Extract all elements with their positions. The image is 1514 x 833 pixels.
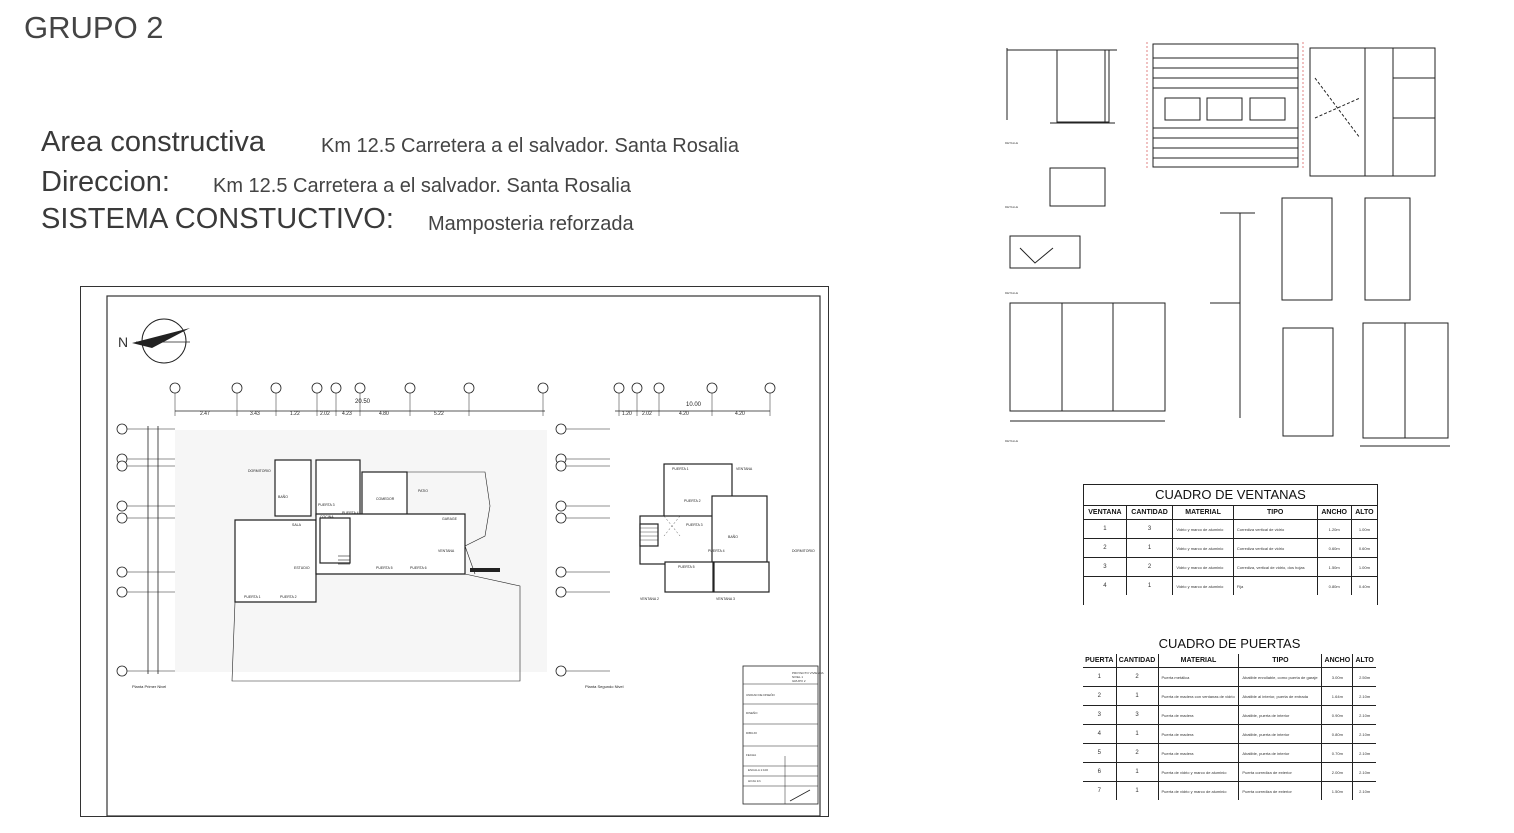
table-row (1084, 577, 1377, 596)
puertas-cell: 0.80m (1322, 725, 1353, 744)
puertas-cell: 1.64m (1322, 687, 1353, 706)
ventanas-cell: 1.20m (1317, 520, 1351, 539)
grid-bubble (556, 501, 566, 511)
puertas-cell: 2.10m (1353, 687, 1376, 706)
room-label: DORMITORIO (248, 469, 271, 473)
room-label: PUERTA 2 (280, 595, 297, 599)
north-letter: N (118, 334, 129, 350)
puertas-cell: Puerta metálica (1158, 668, 1239, 687)
grid-bubble (556, 567, 566, 577)
ventanas-cell: 1 (1126, 577, 1173, 596)
dimension-label: 1.22 (290, 411, 300, 417)
puertas-cell: Puerta de vidrio y marco de aluminio (1158, 782, 1239, 801)
sistema-label: SISTEMA CONSTUCTIVO: (41, 203, 394, 235)
room-label: PATIO (418, 489, 428, 493)
room-label: VENTANA 3 (716, 597, 735, 601)
ventanas-cell: 4 (1084, 577, 1126, 596)
room-label: BAÑO (278, 495, 288, 499)
grid-bubble (405, 383, 415, 393)
grid-bubble (117, 567, 127, 577)
room-label: PUERTA 3 (318, 503, 335, 507)
room-label: COCINA (320, 515, 334, 519)
dimension-label: 3.43 (250, 411, 260, 417)
table-row (1083, 725, 1376, 744)
title-block-text: HOJA 1/1 (748, 779, 761, 783)
dimension-label: 2.02 (642, 411, 652, 417)
ventanas-cell: Corrediza, vertical de vidrio, dos hojas (1233, 558, 1317, 577)
grid-bubble (556, 424, 566, 434)
title-block (743, 666, 824, 804)
dimension-label: 2.02 (320, 411, 330, 417)
room-label: PUERTA 1 (244, 595, 261, 599)
table-row (1084, 558, 1377, 577)
grid-bubble (614, 383, 624, 393)
sistema-value: Mamposteria reforzada (428, 213, 634, 235)
puertas-cell: 1 (1083, 668, 1116, 687)
puertas-cell: 2.00m (1322, 763, 1353, 782)
ventanas-cell: 0.60m (1351, 539, 1377, 558)
puertas-cell: 1 (1116, 763, 1158, 782)
ventanas-cell: 3 (1126, 520, 1173, 539)
room-label: PUERTA 1 (672, 467, 689, 471)
puertas-cell: Puerta de vidrio y marco de aluminio (1158, 763, 1239, 782)
room-label: SALA (292, 523, 301, 527)
grid-bubble (765, 383, 775, 393)
puertas-header: TIPO (1239, 654, 1322, 668)
plan-label-1: Planta Primer Nivel (132, 684, 167, 689)
room-label: VENTANA (438, 549, 455, 553)
table-row (1083, 668, 1376, 687)
svg-text:DETALLE: DETALLE (1005, 141, 1019, 145)
ventanas-cell: 3 (1084, 558, 1126, 577)
dim-total: 20.50 (355, 399, 371, 405)
puertas-cell: 0.70m (1322, 744, 1353, 763)
puertas-cell: 1 (1116, 782, 1158, 801)
room-label: PUERTA 3 (686, 523, 703, 527)
grid-bubble (355, 383, 365, 393)
dimension-label: 5.22 (434, 411, 444, 417)
ventanas-schedule (1083, 484, 1378, 605)
grid-bubble (632, 383, 642, 393)
puertas-header: ANCHO (1322, 654, 1353, 668)
table-row (1083, 687, 1376, 706)
grid-bubble (170, 383, 180, 393)
grid-bubble (117, 424, 127, 434)
puertas-cell: 5 (1083, 744, 1116, 763)
room-label: GARAGE (442, 517, 457, 521)
puertas-cell: Puerta corrediza de exterior (1239, 763, 1322, 782)
grid-bubble (232, 383, 242, 393)
title-block-text: GRUPO 2 (792, 679, 806, 683)
floor-plan-sheet (80, 286, 830, 821)
ventanas-cell: 0.80m (1317, 577, 1351, 596)
ventanas-cell: Corrediza vertical de vidrio (1233, 539, 1317, 558)
puertas-header: PUERTA (1083, 654, 1116, 668)
puertas-cell: 2.10m (1353, 744, 1376, 763)
ventanas-cell: Vidrio y marco de aluminio (1173, 577, 1233, 596)
dimension-label: 4.20 (679, 411, 689, 417)
room-label: VENTANA (736, 467, 753, 471)
room-label: PUERTA 4 (342, 511, 359, 515)
ventanas-header: TIPO (1233, 506, 1317, 520)
puertas-cell: 2 (1116, 744, 1158, 763)
room-label: DORMITORIO (792, 549, 815, 553)
puertas-cell: Abatible enrollable, como puerta de garaje (1239, 668, 1322, 687)
puertas-cell: 3.00m (1322, 668, 1353, 687)
ventanas-cell: Vidrio y marco de aluminio (1173, 558, 1233, 577)
table-row (1084, 520, 1377, 539)
ventanas-cell: 1 (1084, 520, 1126, 539)
puertas-schedule (1083, 634, 1376, 833)
plan-label-2: Planta Segundo Nivel (585, 684, 624, 689)
puertas-cell: 1.50m (1322, 782, 1353, 801)
puertas-cell: Abatible al interior, puerta de entrada (1239, 687, 1322, 706)
ventanas-title: CUADRO DE VENTANAS (1155, 487, 1306, 502)
room-label: PUERTA 2 (684, 499, 701, 503)
ventanas-cell: 0.40m (1351, 577, 1377, 596)
svg-text:DETALLE: DETALLE (1005, 439, 1019, 443)
ventanas-cell: Vidrio y marco de aluminio (1173, 539, 1233, 558)
svg-text:DETALLE: DETALLE (1005, 205, 1019, 209)
ventanas-table (1084, 485, 1377, 595)
room-label: PUERTA 5 (376, 566, 393, 570)
puertas-cell: 4 (1083, 725, 1116, 744)
title-block-text: PROYECTO VIVIENDA (792, 671, 824, 675)
ventanas-cell: 2 (1084, 539, 1126, 558)
grid-bubble (117, 587, 127, 597)
puertas-cell: Puerta de madera (1158, 744, 1239, 763)
area-label: Area constructiva (41, 126, 266, 158)
table-row (1084, 539, 1377, 558)
puertas-cell: 2 (1083, 687, 1116, 706)
direccion-value: Km 12.5 Carretera a el salvador. Santa Rosalia (213, 175, 631, 197)
table-row (1083, 763, 1376, 782)
puertas-cell: Puerta de madera (1158, 706, 1239, 725)
puertas-cell: 3 (1083, 706, 1116, 725)
direccion-label: Direccion: (41, 166, 170, 198)
grid-bubble (117, 513, 127, 523)
puertas-cell: 2 (1116, 668, 1158, 687)
puertas-cell: Puerta corrediza de exterior (1239, 782, 1322, 801)
title-block-text: DIBUJO (746, 731, 758, 735)
grid-bubble (312, 383, 322, 393)
ventanas-header: ALTO (1351, 506, 1377, 520)
title-block-text: NIVEL 1 (792, 675, 804, 679)
title-block-text: DISEÑO (746, 711, 758, 715)
grid-bubble (538, 383, 548, 393)
room-label: BAÑO (728, 535, 738, 539)
grid-bubble (556, 513, 566, 523)
puertas-cell: Abatible, puerta de interior (1239, 706, 1322, 725)
grid-bubble (117, 501, 127, 511)
ventanas-cell: Vidrio y marco de aluminio (1173, 520, 1233, 539)
room-label: PUERTA 6 (410, 566, 427, 570)
dim-right-total: 10.00 (686, 402, 702, 408)
grid-bubble (464, 383, 474, 393)
grid-bubble (707, 383, 717, 393)
grid-bubble (556, 587, 566, 597)
grid-bubble (331, 383, 341, 393)
ventanas-cell: 1.00m (1351, 520, 1377, 539)
details-sheet (995, 38, 1460, 450)
ventanas-cell: 1.50m (1317, 558, 1351, 577)
puertas-header: CANTIDAD (1116, 654, 1158, 668)
area-value: Km 12.5 Carretera a el salvador. Santa Rosalia (321, 135, 739, 157)
dimension-label: 4.23 (342, 411, 352, 417)
ventanas-header: ANCHO (1317, 506, 1351, 520)
grid-bubble (117, 461, 127, 471)
puertas-cell: Abatible, puerta de interior (1239, 725, 1322, 744)
puertas-cell: 1 (1116, 725, 1158, 744)
ventanas-cell: 0.60m (1317, 539, 1351, 558)
puertas-cell: 7 (1083, 782, 1116, 801)
room-label: VENTANA 2 (640, 597, 659, 601)
ventanas-header: VENTANA (1084, 506, 1126, 520)
room-label: PUERTA 5 (678, 565, 695, 569)
ventanas-cell: Fija (1233, 577, 1317, 596)
room-label: COMEDOR (376, 497, 395, 501)
title-block-text: UNIDAD DE DISEÑO (746, 693, 775, 697)
puertas-header: ALTO (1353, 654, 1376, 668)
grid-bubble (556, 461, 566, 471)
puertas-cell: 2.50m (1353, 668, 1376, 687)
ventanas-header: CANTIDAD (1126, 506, 1173, 520)
table-row (1083, 706, 1376, 725)
grid-bubble (117, 666, 127, 676)
puertas-table (1083, 634, 1376, 800)
ventanas-cell: 1.00m (1351, 558, 1377, 577)
puertas-cell: 2.10m (1353, 782, 1376, 801)
puertas-header: MATERIAL (1158, 654, 1239, 668)
grid-bubble (271, 383, 281, 393)
title-block-text: ESCALA 1:100 (748, 768, 769, 772)
dimension-label: 1.20 (622, 411, 632, 417)
puertas-cell: 1 (1116, 687, 1158, 706)
group-title: GRUPO 2 (24, 10, 164, 45)
puertas-cell: 0.90m (1322, 706, 1353, 725)
puertas-cell: 3 (1116, 706, 1158, 725)
dimension-label: 4.80 (379, 411, 389, 417)
ventanas-cell: 1 (1126, 539, 1173, 558)
puertas-cell: 6 (1083, 763, 1116, 782)
puertas-cell: 2.10m (1353, 706, 1376, 725)
puertas-cell: Puerta de madera (1158, 725, 1239, 744)
table-row (1083, 782, 1376, 801)
puertas-cell: 2.10m (1353, 763, 1376, 782)
title-block-text: FECHA (746, 753, 757, 757)
table-row (1083, 744, 1376, 763)
grid-bubble (556, 666, 566, 676)
dimension-label: 2.47 (200, 411, 210, 417)
grid-bubble (654, 383, 664, 393)
ventanas-cell: 2 (1126, 558, 1173, 577)
room-label: PUERTA 4 (708, 549, 725, 553)
svg-text:DETALLE: DETALLE (1005, 291, 1019, 295)
puertas-title: CUADRO DE PUERTAS (1158, 636, 1301, 651)
dimension-label: 4.20 (735, 411, 745, 417)
ventanas-cell: Corrediza vertical de vidrio (1233, 520, 1317, 539)
puertas-cell: Puerta de madera con ventanas de vidrio (1158, 687, 1239, 706)
puertas-cell: 2.10m (1353, 725, 1376, 744)
room-label: ESTUDIO (294, 566, 310, 570)
puertas-cell: Abatible, puerta de interior (1239, 744, 1322, 763)
ventanas-header: MATERIAL (1173, 506, 1233, 520)
